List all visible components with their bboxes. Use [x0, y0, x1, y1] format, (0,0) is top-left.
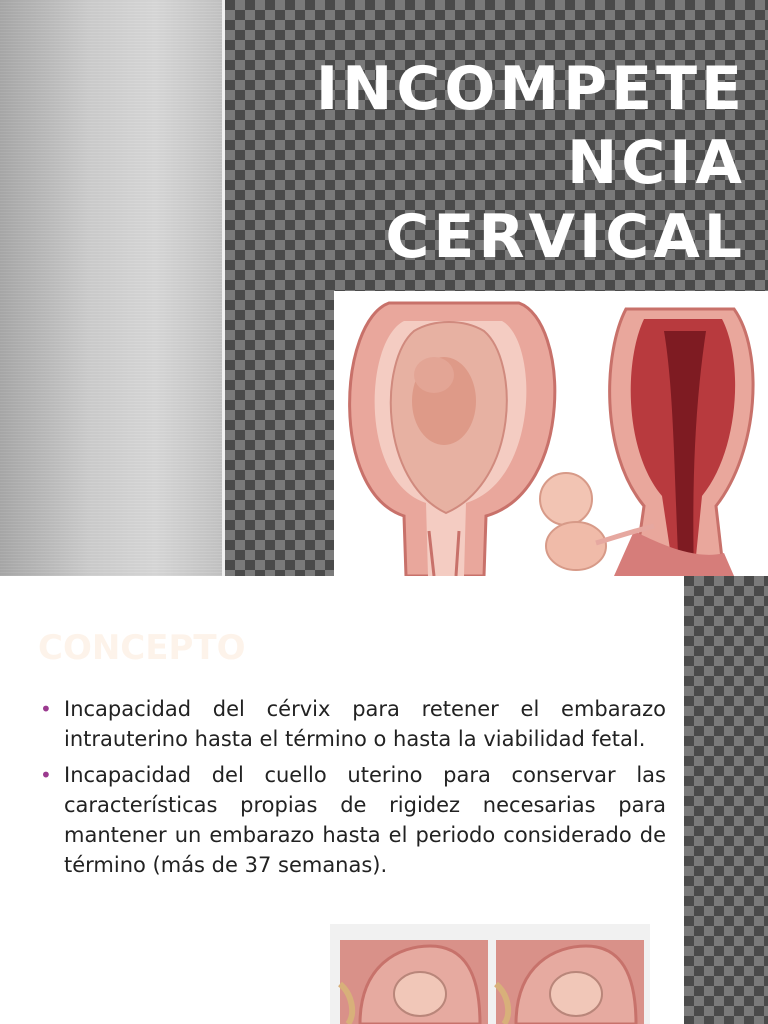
uterus-illustration-graphic [334, 291, 768, 576]
bullet-icon: • [40, 763, 52, 787]
list-item [36, 760, 666, 880]
gradient-side-panel [0, 0, 222, 576]
fetus-illustrations-graphic [330, 924, 650, 1024]
list-item [36, 694, 666, 754]
definition-list [36, 694, 666, 886]
list-item-text: Incapacidad del cuello uterino para conservar las características propias de rigidez necesarias para mantener un embarazo hasta el periodo considerado de término (más de 37 semanas). [64, 763, 666, 877]
section-heading: CONCEPTO [38, 628, 246, 668]
checker-pattern-strip [684, 576, 768, 1024]
concept-slide [0, 576, 768, 1024]
bullet-icon: • [40, 697, 52, 721]
slide-title: INCOMPETE NCIA CERVICAL [315, 54, 746, 272]
uterus-illustration [334, 291, 768, 576]
fetus-illustrations [330, 924, 650, 1024]
list-item-text: Incapacidad del cérvix para retener el embarazo intrauterino hasta el término o hasta la viabilidad fetal. [64, 697, 666, 751]
